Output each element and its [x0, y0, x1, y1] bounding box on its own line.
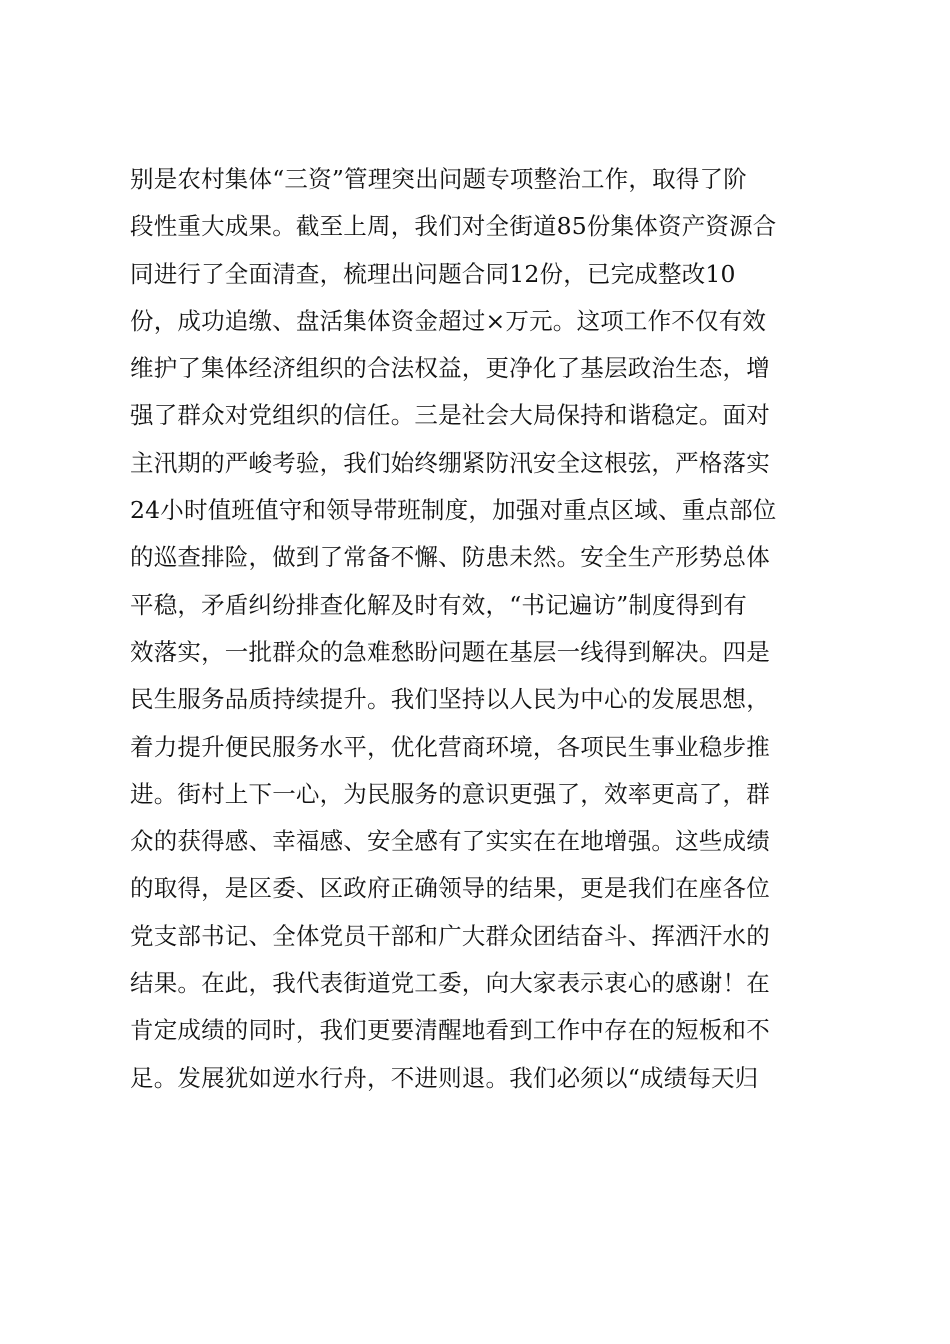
text-line-9: 的巡查排险，做到了常备不懈、防患未然。安全生产形势总体 — [130, 543, 770, 572]
text-line-11: 效落实，一批群众的急难愁盼问题在基层一线得到解决。四是 — [130, 637, 770, 666]
text-line-19: 肯定成绩的同时，我们更要清醒地看到工作中存在的短板和不 — [130, 1016, 770, 1045]
text-line-7: 主汛期的严峻考验，我们始终绷紧防汛安全这根弦，严格落实 — [130, 448, 770, 477]
text-line-2: 段性重大成果。截至上周，我们对全街道85份集体资产资源合 — [130, 212, 777, 241]
text-line-17: 党支部书记、全体党员干部和广大群众团结奋斗、挥洒汗水的 — [130, 921, 770, 950]
text-line-1: 别是农村集体“三资”管理突出问题专项整治工作，取得了阶 — [130, 165, 747, 193]
body-paragraph — [130, 156, 830, 1102]
text-line-15: 众的获得感、幸福感、安全感有了实实在在地增强。这些成绩 — [130, 827, 770, 856]
text-line-14: 进。街村上下一心，为民服务的意识更强了，效率更高了，群 — [130, 779, 770, 808]
text-line-16: 的取得，是区委、区政府正确领导的结果，更是我们在座各位 — [130, 874, 770, 903]
text-line-8: 24小时值班值守和领导带班制度，加强对重点区域、重点部位 — [130, 496, 777, 525]
text-line-6: 强了群众对党组织的信任。三是社会大局保持和谐稳定。面对 — [130, 401, 770, 430]
text-line-20: 足。发展犹如逆水行舟，不进则退。我们必须以“成绩每天归 — [130, 1063, 759, 1092]
text-line-5: 维护了集体经济组织的合法权益，更净化了基层政治生态，增 — [130, 354, 770, 383]
text-line-12: 民生服务品质持续提升。我们坚持以人民为中心的发展思想， — [130, 685, 770, 714]
text-line-4: 份，成功追缴、盘活集体资金超过×万元。这项工作不仅有效 — [130, 306, 767, 335]
text-line-13: 着力提升便民服务水平，优化营商环境，各项民生事业稳步推 — [130, 732, 770, 761]
text-line-18: 结果。在此，我代表街道党工委，向大家表示衷心的感谢！在 — [130, 969, 770, 998]
text-line-10: 平稳，矛盾纠纷排查化解及时有效，“书记遍访”制度得到有 — [130, 590, 747, 619]
text-line-3: 同进行了全面清查，梳理出问题合同12份，已完成整改10 — [130, 259, 736, 288]
